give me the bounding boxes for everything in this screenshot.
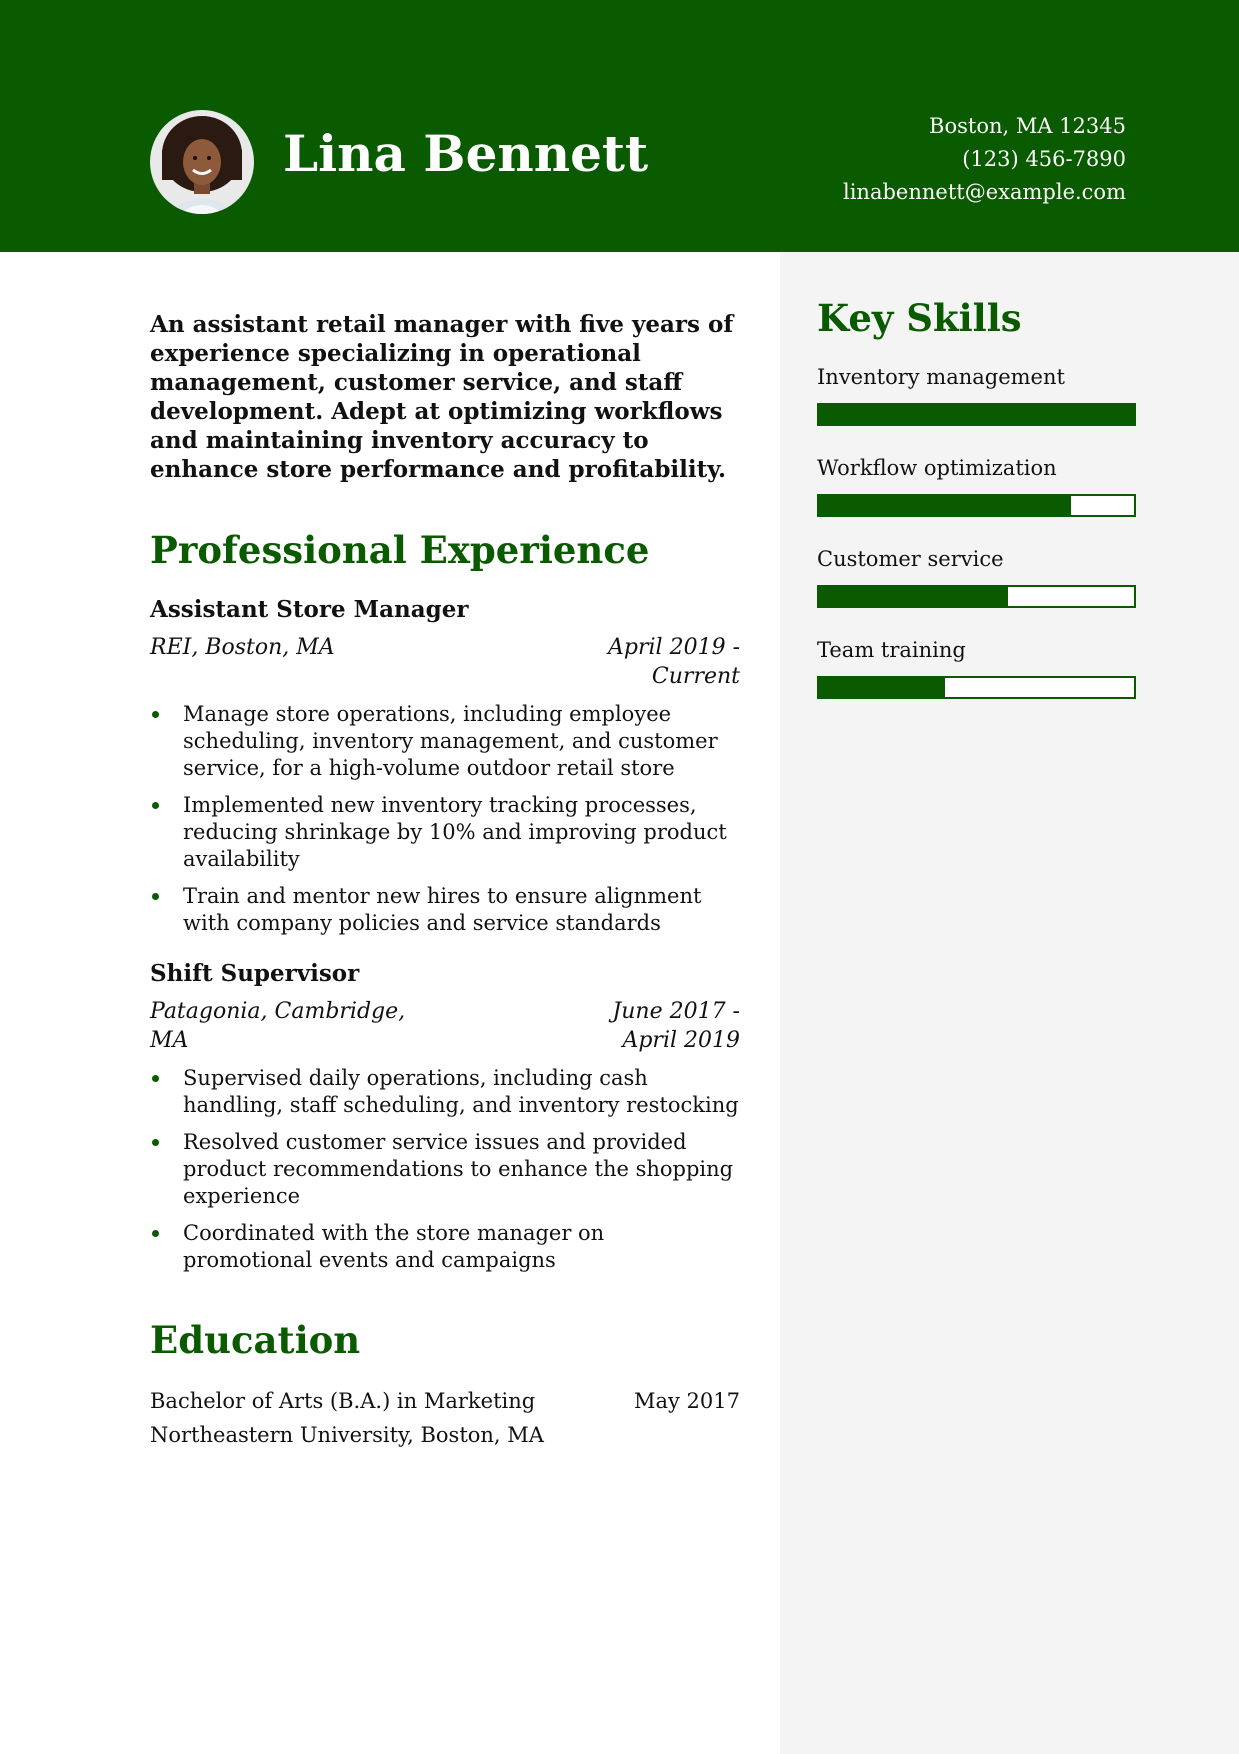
skills-heading: Key Skills — [817, 296, 1022, 340]
bullet-item: Resolved customer service issues and provided product recommendations to enhance the shopping experience — [150, 1129, 740, 1210]
contact-location: Boston, MA 12345 — [929, 114, 1126, 138]
bullet-item: Implemented new inventory tracking processes, reducing shrinkage by 10% and improving product availability — [150, 792, 740, 873]
education-date: May 2017 — [633, 1389, 740, 1414]
skill-level-fill — [819, 405, 1134, 424]
skill-item — [817, 363, 1136, 426]
skill-label: Customer service — [817, 546, 1004, 571]
skill-level-fill — [819, 587, 1008, 606]
skills-panel — [817, 298, 1136, 727]
contact-info — [843, 110, 1126, 209]
skill-item — [817, 636, 1136, 699]
job-entry — [150, 595, 740, 937]
summary: An assistant retail manager with five years of experience specializing in operational management, customer service, and staff development. Adept at optimizing workflows and maintaining inventory accuracy to enhance store performance and profitability. — [150, 311, 734, 483]
job-bullets — [150, 701, 740, 937]
skill-level-fill — [819, 678, 945, 697]
education-row — [150, 1384, 740, 1418]
job-dates: June 2017 - April 2019 — [612, 998, 740, 1053]
sidebar — [780, 252, 1239, 1754]
skill-level-bar — [817, 494, 1136, 517]
profile-photo — [150, 110, 254, 214]
skill-item — [817, 454, 1136, 517]
contact-phone: (123) 456-7890 — [962, 147, 1126, 171]
job-dates: April 2019 - Current — [608, 634, 740, 689]
skill-label: Inventory management — [817, 364, 1065, 389]
skill-level-bar — [817, 676, 1136, 699]
bullet-item: Train and mentor new hires to ensure alignment with company policies and service standards — [150, 883, 740, 937]
main-column — [150, 310, 740, 1452]
skill-level-bar — [817, 585, 1136, 608]
skill-item — [817, 545, 1136, 608]
skill-label: Workflow optimization — [817, 455, 1057, 480]
job-meta — [150, 633, 740, 691]
candidate-name: Lina Bennett — [283, 124, 649, 183]
avatar — [150, 110, 254, 214]
job-entry — [150, 959, 740, 1274]
skill-level-fill — [819, 496, 1071, 515]
job-title: Assistant Store Manager — [150, 595, 469, 623]
skill-level-bar — [817, 403, 1136, 426]
bullet-item: Coordinated with the store manager on promotional events and campaigns — [150, 1220, 740, 1274]
job-meta — [150, 997, 740, 1055]
header-banner — [0, 0, 1239, 252]
job-title: Shift Supervisor — [150, 959, 360, 987]
contact-email: linabennett@example.com — [843, 180, 1126, 204]
job-bullets — [150, 1065, 740, 1274]
bullet-item: Manage store operations, including employee scheduling, inventory management, and customer service, for a high-volume outdoor retail store — [150, 701, 740, 782]
skill-label: Team training — [817, 637, 966, 662]
job-company: REI, Boston, MA — [150, 634, 335, 660]
bullet-item: Supervised daily operations, including cash handling, staff scheduling, and inventory restocking — [150, 1065, 740, 1119]
education-school: Northeastern University, Boston, MA — [150, 1423, 544, 1448]
education-degree: Bachelor of Arts (B.A.) in Marketing — [150, 1389, 536, 1414]
education-heading: Education — [150, 1317, 361, 1362]
experience-heading: Professional Experience — [150, 528, 650, 572]
job-company: Patagonia, Cambridge, MA — [150, 998, 406, 1053]
